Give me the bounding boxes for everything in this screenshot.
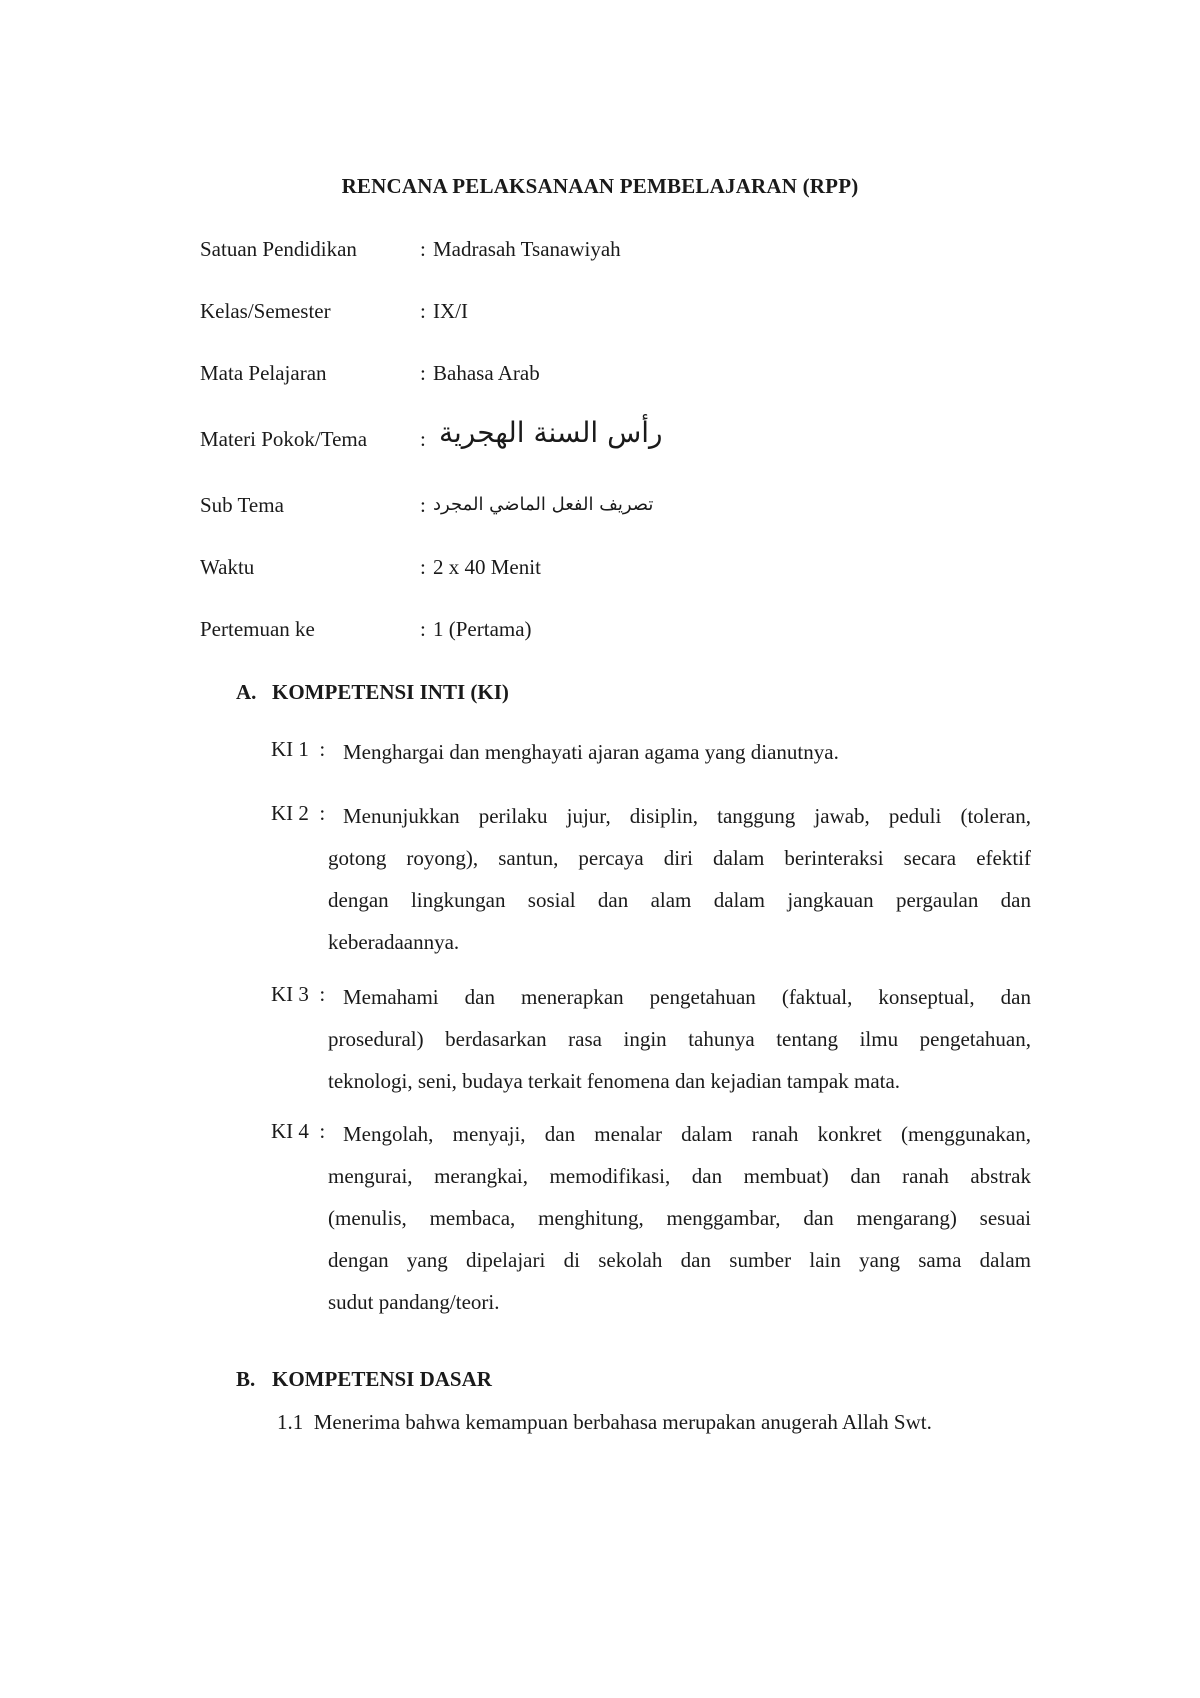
ki-line: prosedural) berdasarkan rasa ingin tahunya tentang ilmu pengetahuan, <box>328 1027 1031 1051</box>
meta-colon: : <box>420 555 426 579</box>
ki-colon: : <box>319 801 326 825</box>
ki-line: keberadaannya. <box>328 930 460 954</box>
ki-line: (menulis, membaca, menghitung, menggambar, dan mengarang) sesuai <box>328 1206 1031 1230</box>
section-title: KOMPETENSI DASAR <box>272 1367 492 1391</box>
meta-label: Kelas/Semester <box>200 299 331 323</box>
kd-text: Menerima bahwa kemampuan berbahasa merupakan anugerah Allah Swt. <box>313 1410 932 1434</box>
section-title: KOMPETENSI INTI (KI) <box>272 680 509 704</box>
ki-line: dengan yang dipelajari di sekolah dan sumber lain yang sama dalam <box>328 1248 1031 1272</box>
ki-body <box>328 1113 1031 1323</box>
ki-line: Mengolah, menyaji, dan menalar dalam ranah konkret (menggunakan, <box>343 1122 1031 1146</box>
meta-label: Mata Pelajaran <box>200 361 327 385</box>
ki-body <box>328 795 1031 963</box>
meta-value: 2 x 40 Menit <box>433 555 541 579</box>
ki-item-1 <box>271 737 1031 767</box>
ki-line: teknologi, seni, budaya terkait fenomena dan kejadian tampak mata. <box>328 1069 901 1093</box>
ki-line: mengurai, merangkai, memodifikasi, dan membuat) dan ranah abstrak <box>328 1164 1031 1188</box>
kd-number: 1.1 <box>277 1410 304 1434</box>
section-letter: B. <box>236 1367 256 1391</box>
ki-colon: : <box>319 982 326 1006</box>
kd-item-1-1 <box>277 1410 932 1435</box>
meta-label: Satuan Pendidikan <box>200 237 357 261</box>
ki-line: Menghargai dan menghayati ajaran agama yang dianutnya. <box>343 740 839 764</box>
ki-label-text: KI 3 <box>271 982 309 1006</box>
ki-label <box>271 801 325 826</box>
ki-body <box>343 737 1031 767</box>
ki-line: Memahami dan menerapkan pengetahuan (faktual, konseptual, dan <box>343 985 1031 1009</box>
meta-value-arabic: رأس السنة الهجرية <box>439 416 663 449</box>
meta-label: Waktu <box>200 555 255 579</box>
ki-line: gotong royong), santun, percaya diri dalam berinteraksi secara efektif <box>328 846 1031 870</box>
meta-colon: : <box>420 493 426 517</box>
ki-label <box>271 1119 325 1144</box>
meta-value: IX/I <box>433 299 468 323</box>
meta-value: Madrasah Tsanawiyah <box>433 237 621 261</box>
meta-label: Materi Pokok/Tema <box>200 427 368 451</box>
ki-item-3 <box>271 976 1031 1102</box>
meta-colon: : <box>420 237 426 261</box>
meta-colon: : <box>420 427 426 451</box>
ki-label-text: KI 2 <box>271 801 309 825</box>
ki-label <box>271 737 325 762</box>
ki-item-2 <box>271 795 1031 963</box>
section-letter: A. <box>236 680 257 704</box>
meta-label: Sub Tema <box>200 493 284 517</box>
meta-value-arabic: تصريف الفعل الماضي المجرد <box>433 494 654 515</box>
meta-colon: : <box>420 617 426 641</box>
meta-value: Bahasa Arab <box>433 361 540 385</box>
ki-item-4 <box>271 1113 1031 1323</box>
meta-label: Pertemuan ke <box>200 617 315 641</box>
section-b-heading <box>236 1367 492 1392</box>
ki-label <box>271 982 325 1007</box>
ki-colon: : <box>319 737 326 761</box>
ki-body <box>328 976 1031 1102</box>
ki-label-text: KI 4 <box>271 1119 309 1143</box>
ki-line: Menunjukkan perilaku jujur, disiplin, tanggung jawab, peduli (toleran, <box>343 804 1031 828</box>
section-a-heading <box>236 680 509 705</box>
meta-colon: : <box>420 361 426 385</box>
ki-line: dengan lingkungan sosial dan alam dalam jangkauan pergaulan dan <box>328 888 1031 912</box>
ki-line: sudut pandang/teori. <box>328 1290 500 1314</box>
meta-value: 1 (Pertama) <box>433 617 532 641</box>
ki-label-text: KI 1 <box>271 737 309 761</box>
document-title: RENCANA PELAKSANAAN PEMBELAJARAN (RPP) <box>341 174 859 198</box>
ki-colon: : <box>319 1119 326 1143</box>
meta-colon: : <box>420 299 426 323</box>
